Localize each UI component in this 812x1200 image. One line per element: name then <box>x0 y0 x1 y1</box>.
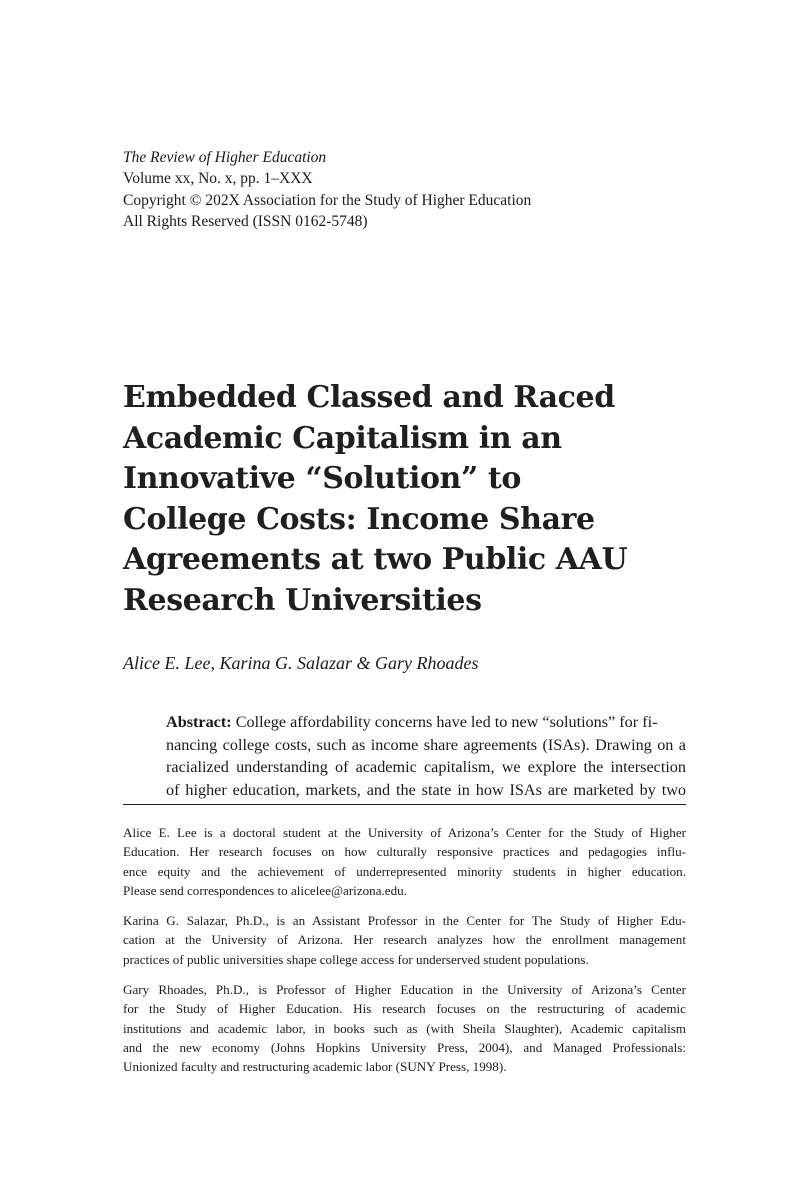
title-line: Innovative “Solution” to <box>123 461 521 496</box>
rights-line: All Rights Reserved (ISSN 0162-5748) <box>123 212 368 230</box>
author-note-lee <box>123 823 686 900</box>
author-notes <box>123 823 686 1088</box>
note-line: and the new economy (Johns Hopkins University Press, 2004), and Managed Professionals: <box>123 1039 686 1055</box>
author-note-salazar <box>123 911 686 969</box>
journal-header <box>123 147 683 232</box>
abstract-line: of higher education, markets, and the state in how ISAs are marketed by two <box>166 781 686 800</box>
note-line: cation at the University of Arizona. Her research analyzes how the enrollment management <box>123 932 686 948</box>
abstract-label: Abstract: <box>166 713 232 731</box>
title-line: Academic Capitalism in an <box>123 420 562 456</box>
article-title <box>123 378 703 621</box>
note-line: Unionized faculty and restructuring academic labor (SUNY Press, 1998). <box>123 1059 507 1075</box>
author-list: Alice E. Lee, Karina G. Salazar & Gary Rhoades <box>123 653 479 673</box>
note-line: practices of public universities shape college access for underserved student populations. <box>123 951 589 967</box>
note-line: institutions and academic labor, in books such as (with Sheila Slaughter), Academic capitalism <box>123 1020 686 1036</box>
note-line: Alice E. Lee is a doctoral student at the University of Arizona’s Center for the Study of Higher <box>123 825 686 840</box>
abstract-line: nancing college costs, such as income share agreements (ISAs). Drawing on a <box>166 735 686 754</box>
note-line: Gary Rhoades, Ph.D., is Professor of Higher Education in the University of Arizona’s Center <box>123 982 686 998</box>
note-line: Education. Her research focuses on how culturally responsive practices and pedagogies influ- <box>123 844 686 860</box>
note-line: Please send correspondences to alicelee@arizona.edu. <box>123 882 407 898</box>
copyright-line: Copyright © 202X Association for the Study of Higher Education <box>123 191 532 209</box>
title-line: College Costs: Income Share <box>123 501 595 537</box>
volume-line: Volume xx, No. x, pp. 1–XXX <box>123 170 313 188</box>
abstract <box>166 711 686 802</box>
note-line: ence equity and the achievement of underrepresented minority students in higher education. <box>123 863 686 879</box>
abstract-line: racialized understanding of academic capitalism, we explore the intersection <box>166 758 686 777</box>
author-note-rhoades <box>123 980 686 1076</box>
title-line: Agreements at two Public AAU <box>123 542 628 577</box>
journal-name: The Review of Higher Education <box>123 149 327 166</box>
abstract-text: College affordability concerns have led to new “solutions” for fi- <box>231 713 658 731</box>
footnote-divider <box>123 804 686 805</box>
note-line: for the Study of Higher Education. His research focuses on the restructuring of academic <box>123 1001 686 1017</box>
note-line: Karina G. Salazar, Ph.D., is an Assistant Professor in the Center for The Study of Higher Edu- <box>123 913 686 929</box>
title-line: Embedded Classed and Raced <box>123 380 615 415</box>
title-line: Research Universities <box>123 582 482 618</box>
abstract-line <box>166 711 686 734</box>
